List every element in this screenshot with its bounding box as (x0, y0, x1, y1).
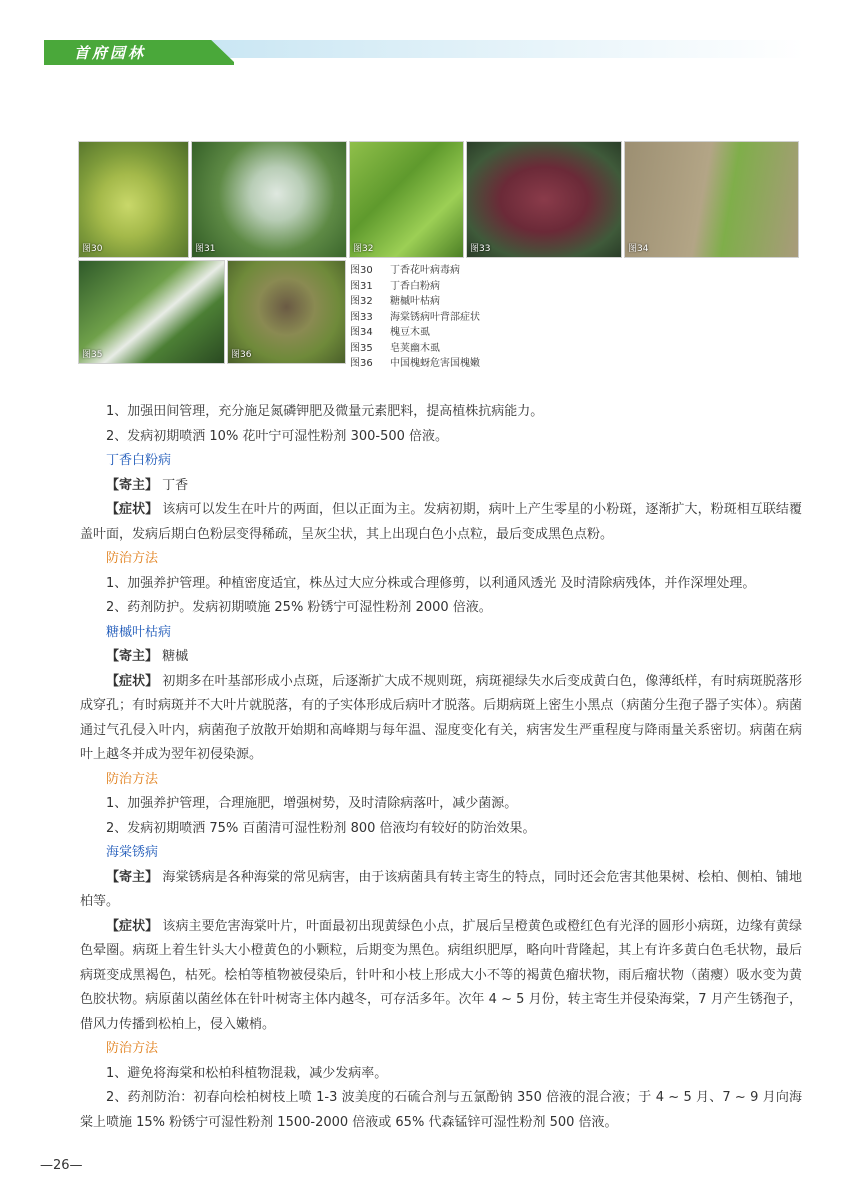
host-label: 【寄主】 (106, 649, 159, 664)
caption-row: 图35 皂荚幽木虱 (350, 342, 440, 354)
symptom-paragraph: 【症状】 该病可以发生在叶片的两面，但以正面为主。发病初期，病叶上产生零星的小粉斑，逐渐扩大，粉斑相互联结覆盖叶面，发病后期白色粉层变得稀疏，呈灰尘状，其上出现白色小点粒，最后变成黑色点粉。 (80, 502, 802, 542)
caption-row: 图32 糖槭叶枯病 (350, 296, 440, 307)
page-header (44, 40, 804, 66)
photo-label: 图32 (353, 244, 374, 254)
page-number: —26— (40, 1158, 83, 1173)
symptom-label: 【症状】 (106, 918, 159, 934)
caption-row: 图36 中国槐蚜危害国槐嫩 (350, 358, 480, 369)
section-heading-lilac-mildew: 丁香白粉病 (106, 453, 172, 468)
figure-captions (350, 263, 480, 372)
photo-label: 图34 (628, 244, 649, 254)
header-gradient-bar (204, 40, 804, 58)
host-paragraph: 【寄主】 糖槭 (106, 649, 189, 664)
photo-label: 图36 (231, 350, 252, 360)
paragraph: 1、避免将海棠和松柏科植物混栽，减少发病率。 (106, 1065, 388, 1081)
host-paragraph: 【寄主】 丁香 (106, 477, 189, 493)
photo-crabapple-rust (466, 141, 622, 258)
symptom-label: 【症状】 (106, 502, 159, 517)
paragraph: 1、加强养护管理。种植密度适宜，株丛过大应分株或合理修剪，以利通风透光 及时清除病残体，并作深埋处理。 (106, 575, 756, 591)
paragraph: 2、发病初期喷洒 10% 花叶宁可湿性粉剂 300-500 倍液。 (106, 428, 449, 444)
caption-row: 图30 丁香花叶病毒病 (350, 265, 460, 276)
control-heading: 防治方法 (106, 771, 159, 787)
symptom-label: 【症状】 (106, 673, 159, 689)
paragraph: 1、加强田间管理，充分施足氮磷钾肥及微量元素肥料，提高植株抗病能力。 (106, 404, 544, 419)
host-paragraph: 【寄主】 海棠锈病是各种海棠的常见病害，由于该病菌具有转主寄生的特点，同时还会危害其他果树、桧柏、侧柏、铺地柏等。 (80, 869, 802, 909)
section-heading-maple-blight: 糖槭叶枯病 (106, 624, 172, 640)
caption-row: 图31 丁香白粉病 (350, 280, 440, 292)
photo-lilac-powdery-mildew (191, 141, 347, 258)
caption-row: 图33 海棠锈病叶背部症状 (350, 311, 480, 323)
photo-label: 图31 (195, 244, 216, 254)
symptom-paragraph: 【症状】 该病主要危害海棠叶片，叶面最初出现黄绿色小点，扩展后呈橙黄色或橙红色有光泽的圆形小病斑，边缘有黄绿色晕圈。病斑上着生针头大小橙黄色的小颗粒，后期变为黑色。病组织肥厚，略向叶背隆起，其上有许多黄白色毛状物，最后病斑变成黑褐色，枯死。桧柏等植物被侵染后，针叶和小枝上形成大小不等的褐黄色瘤状物，雨后瘤状物（菌瘿）吸水变为黄色胶状物。病原菌以菌丝体在针叶树寄主体内越冬，可存活多年。次年 4 ~ 5 月份，转主寄生并侵染海棠，7 月产生锈孢子，借风力传播到松柏上，侵入嫩梢。 (80, 918, 802, 1032)
photo-label: 图35 (82, 350, 103, 360)
symptom-paragraph: 【症状】 初期多在叶基部形成小点斑，后逐渐扩大成不规则斑，病斑褪绿失水后变成黄白色，像薄纸样，有时病斑脱落形成穿孔；有时病斑并不大叶片就脱落，有的子实体形成后病叶才脱落。后期病斑上密生小黑点（病菌分生孢子器子实体）。病菌通过气孔侵入叶内，病菌孢子放散开始期和高峰期与每年温、湿度变化有关，病害发生严重程度与降雨量关系密切。病菌在病叶上越冬并成为翌年初侵染源。 (80, 673, 802, 762)
paragraph: 2、发病初期喷洒 75% 百菌清可湿性粉剂 800 倍液均有较好的防治效果。 (106, 820, 536, 836)
host-label: 【寄主】 (106, 477, 159, 493)
photo-gleditsia-psyllid (78, 260, 225, 364)
control-heading: 防治方法 (106, 1041, 159, 1056)
photo-label: 图33 (470, 244, 491, 254)
section-heading-crabapple-rust: 海棠锈病 (106, 845, 159, 860)
photo-sophora-aphid (227, 260, 346, 364)
photo-sophora-psyllid (624, 141, 799, 258)
header-title: 首府园林 (74, 44, 147, 62)
paragraph: 2、药剂防护。发病初期喷施 25% 粉锈宁可湿性粉剂 2000 倍液。 (106, 600, 492, 615)
photo-lilac-mosaic (78, 141, 189, 258)
photo-maple-leaf-blight (349, 141, 464, 258)
caption-row: 图34 槐豆木虱 (350, 327, 430, 338)
paragraph: 1、加强养护管理，合理施肥，增强树势，及时清除病落叶，减少菌源。 (106, 796, 518, 811)
photo-label: 图30 (82, 244, 103, 254)
paragraph: 2、药剂防治：初春向桧柏树枝上喷 1-3 波美度的石硫合剂与五氯酚钠 350 倍液的混合液；于 4 ~ 5 月、7 ~ 9 月向海棠上喷施 15% 粉锈宁可湿性粉剂 1500-2000 倍液或 65% 代森锰锌可湿性粉剂 500 倍液。 (80, 1090, 802, 1130)
control-heading: 防治方法 (106, 551, 159, 566)
host-label: 【寄主】 (106, 869, 159, 885)
article-body (80, 400, 802, 1135)
